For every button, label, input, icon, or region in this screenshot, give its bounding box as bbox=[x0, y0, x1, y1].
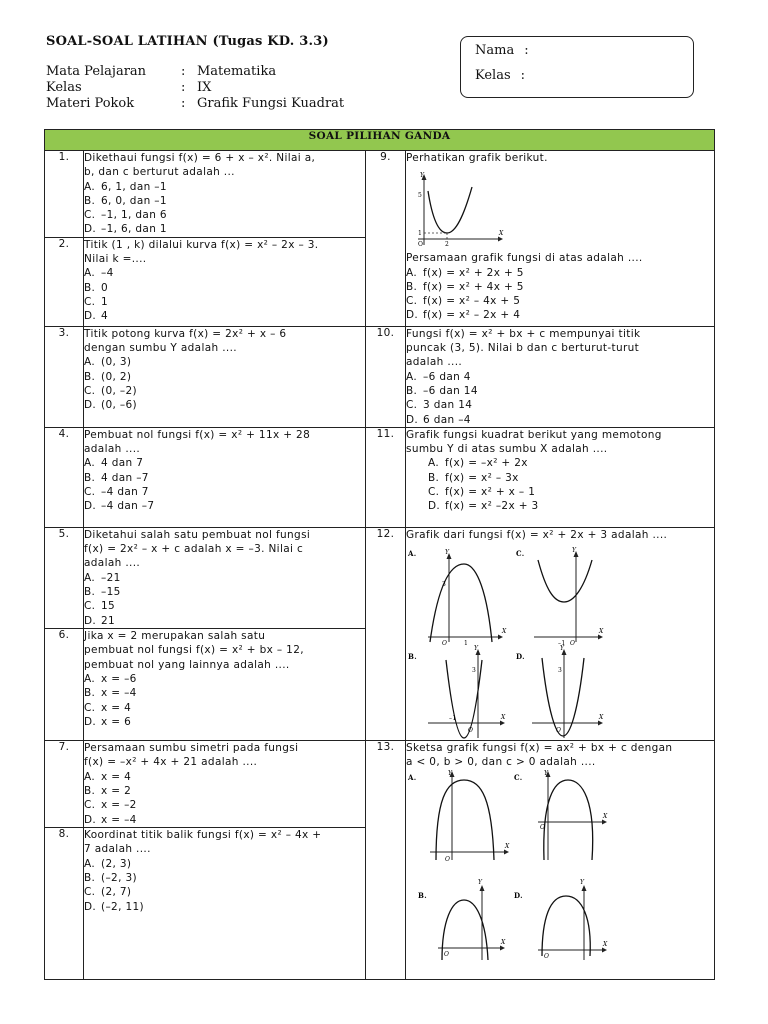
q4-option-c[interactable] bbox=[84, 485, 365, 499]
q10-option-a[interactable] bbox=[406, 370, 714, 384]
q4-body bbox=[84, 427, 366, 527]
q7-option-d[interactable] bbox=[84, 813, 365, 827]
q12-graph-c-label: C. bbox=[516, 549, 525, 559]
q13-stem-line: Sketsa grafik fungsi f(x) = ax² + bx + c dengan bbox=[406, 742, 673, 755]
q1-option-d-letter: D. bbox=[84, 223, 97, 236]
q6-option-c-text: x = 4 bbox=[101, 701, 132, 714]
q8-option-c-letter: C. bbox=[84, 886, 96, 899]
q9-option-b-letter: B. bbox=[406, 280, 418, 293]
q7-stem-line: Persamaan sumbu simetri pada fungsi bbox=[84, 742, 299, 755]
q13-graph-c[interactable] bbox=[514, 770, 608, 860]
q11-option-c[interactable] bbox=[406, 485, 714, 499]
q12-c-x-label: X bbox=[599, 628, 604, 636]
q4-option-b-letter: B. bbox=[84, 471, 96, 484]
q5-stem-line: Diketahui salah satu pembuat nol fungsi bbox=[84, 528, 311, 541]
q11-option-c-letter: C. bbox=[428, 486, 440, 499]
q1-option-b[interactable] bbox=[84, 194, 365, 208]
q5-stem-line: adalah .... bbox=[84, 557, 141, 570]
q11-option-a-text: f(x) = –x² + 2x bbox=[445, 457, 528, 470]
q8-option-a[interactable] bbox=[84, 857, 365, 871]
q11-option-a-letter: A. bbox=[428, 457, 440, 470]
q7-option-a-letter: A. bbox=[84, 770, 96, 783]
q4-option-b[interactable] bbox=[84, 471, 365, 485]
q2-option-b-letter: B. bbox=[84, 281, 96, 294]
q12-a-y-label: Y bbox=[445, 549, 450, 557]
class-id-label: Kelas bbox=[475, 68, 511, 83]
q12-b-mark-3: 3 bbox=[472, 667, 477, 675]
q10-stem-line: Fungsi f(x) = x² + bx + c mempunyai titik bbox=[406, 327, 641, 340]
q7-option-c-text: x = –2 bbox=[101, 799, 137, 812]
q12-stem-line: Grafik dari fungsi f(x) = x² + 2x + 3 adalah .... bbox=[406, 528, 668, 541]
q7-option-b-letter: B. bbox=[84, 785, 96, 798]
q6-option-d-letter: D. bbox=[84, 715, 97, 728]
q1-option-a-text: 6, 1, dan –1 bbox=[101, 180, 167, 193]
q9-option-c-text: f(x) = x² – 4x + 5 bbox=[423, 295, 521, 308]
q12-d-mark-3: 3 bbox=[558, 667, 563, 675]
q2-option-d-letter: D. bbox=[84, 310, 97, 323]
q10-option-c-text: 3 dan 14 bbox=[423, 399, 473, 412]
q3-number: 3. bbox=[45, 326, 84, 427]
q12-d-x-label: X bbox=[599, 714, 604, 722]
q13-graphs bbox=[406, 770, 611, 960]
topic-colon: : bbox=[181, 96, 186, 111]
q10-stem-line: adalah .... bbox=[406, 356, 463, 369]
q11-option-b-letter: B. bbox=[428, 471, 440, 484]
q1-option-b-letter: B. bbox=[84, 194, 96, 207]
q12-b-x-label: X bbox=[501, 714, 506, 722]
q9-body bbox=[406, 151, 715, 327]
q8-option-a-text: (2, 3) bbox=[101, 857, 132, 870]
name-colon: : bbox=[524, 43, 529, 58]
q4-stem-line: adalah .... bbox=[84, 443, 141, 456]
q10-stem-line: puncak (3, 5). Nilai b dan c berturut-turut bbox=[406, 342, 640, 355]
q1-body bbox=[84, 151, 366, 238]
q8-option-d-letter: D. bbox=[84, 900, 97, 913]
q6-option-d[interactable] bbox=[84, 715, 365, 729]
q11-option-d-text: f(x) = x² –2x + 3 bbox=[445, 500, 539, 513]
q12-a-x-label: X bbox=[502, 628, 507, 636]
q6-number: 6. bbox=[45, 629, 84, 741]
q6-option-b[interactable] bbox=[84, 686, 365, 700]
q1-option-a-letter: A. bbox=[84, 180, 96, 193]
q8-stem-line: Koordinat titik balik fungsi f(x) = x² – 4x + bbox=[84, 829, 322, 842]
q3-option-a[interactable] bbox=[84, 355, 365, 369]
q12-graph-b[interactable] bbox=[408, 645, 506, 738]
class-row bbox=[46, 80, 344, 96]
q13-graph-c-label: C. bbox=[514, 772, 523, 782]
q13-c-x-arrow-icon bbox=[602, 819, 607, 824]
class-colon: : bbox=[181, 80, 186, 95]
q2-option-b-text: 0 bbox=[101, 281, 109, 294]
q8-option-c[interactable] bbox=[84, 885, 365, 899]
q11-stem-line: sumbu Y di atas sumbu X adalah .... bbox=[406, 443, 608, 456]
q11-option-d-letter: D. bbox=[428, 500, 441, 513]
q2-option-a-text: –4 bbox=[101, 267, 114, 280]
q5-option-a[interactable] bbox=[84, 571, 365, 585]
q11-option-b-text: f(x) = x² – 3x bbox=[445, 471, 519, 484]
q9-option-d-text: f(x) = x² – 2x + 4 bbox=[423, 309, 521, 322]
q13-number: 13. bbox=[366, 741, 406, 980]
q10-option-a-text: –6 dan 4 bbox=[423, 370, 471, 383]
q7-body bbox=[84, 741, 366, 828]
q5-option-d[interactable] bbox=[84, 614, 365, 628]
q5-option-d-text: 21 bbox=[101, 614, 116, 627]
q4-option-d-letter: D. bbox=[84, 500, 97, 513]
q12-d-x-arrow-icon bbox=[598, 721, 603, 726]
q6-option-b-text: x = –4 bbox=[101, 687, 137, 700]
q4-option-c-text: –4 dan 7 bbox=[101, 486, 149, 499]
q9-y1-label: 1 bbox=[418, 230, 423, 238]
q12-d-mark-o: O bbox=[556, 727, 562, 735]
q3-option-c-letter: C. bbox=[84, 384, 96, 397]
q3-option-c-text: (0, –2) bbox=[101, 384, 137, 397]
q8-option-c-text: (2, 7) bbox=[101, 886, 132, 899]
q13-graph-a-label: A. bbox=[408, 772, 417, 782]
q5-option-c-letter: C. bbox=[84, 600, 96, 613]
q13-c-curve bbox=[544, 780, 593, 860]
q13-d-x-arrow-icon bbox=[602, 947, 607, 952]
name-line[interactable] bbox=[475, 43, 529, 58]
q12-graph-d-label: D. bbox=[516, 652, 525, 662]
class-id-colon: : bbox=[520, 68, 526, 83]
q2-body bbox=[84, 237, 366, 326]
q5-body bbox=[84, 527, 366, 628]
q5-option-b-text: –15 bbox=[101, 586, 121, 599]
q9-origin-label: O bbox=[418, 241, 424, 249]
q11-option-a[interactable] bbox=[406, 456, 714, 470]
question-table bbox=[44, 129, 715, 980]
q7-stem-line: f(x) = –x² + 4x + 21 adalah .... bbox=[84, 756, 258, 769]
q4-option-c-letter: C. bbox=[84, 486, 96, 499]
q12-a-x-arrow-icon bbox=[498, 635, 503, 640]
q3-option-d-letter: D. bbox=[84, 399, 97, 412]
q9-option-a[interactable] bbox=[406, 266, 714, 280]
q6-option-b-letter: B. bbox=[84, 687, 96, 700]
q13-graph-b-label: B. bbox=[418, 890, 428, 900]
q6-option-c[interactable] bbox=[84, 701, 365, 715]
q12-graphs bbox=[406, 542, 606, 740]
q10-option-b[interactable] bbox=[406, 384, 714, 398]
q2-option-c[interactable] bbox=[84, 295, 365, 309]
q7-option-a[interactable] bbox=[84, 770, 365, 784]
q12-b-x-arrow-icon bbox=[500, 721, 505, 726]
q9-option-d[interactable] bbox=[406, 308, 714, 322]
q10-option-b-letter: B. bbox=[406, 384, 418, 397]
q5-option-d-letter: D. bbox=[84, 614, 97, 627]
q12-graph-c[interactable] bbox=[516, 547, 604, 647]
subject-label: Mata Pelajaran bbox=[46, 64, 147, 79]
q3-option-b[interactable] bbox=[84, 370, 365, 384]
q4-stem-line: Pembuat nol fungsi f(x) = x² + 11x + 28 bbox=[84, 428, 311, 441]
q13-c-x-label: X bbox=[603, 812, 608, 820]
q5-option-b-letter: B. bbox=[84, 586, 96, 599]
q13-c-origin-label: O bbox=[540, 823, 546, 831]
q13-body bbox=[406, 741, 715, 980]
q13-a-origin-label: O bbox=[445, 855, 451, 863]
q9-x2-label: 2 bbox=[445, 241, 450, 249]
q4-option-d-text: –4 dan –7 bbox=[101, 500, 155, 513]
q4-option-d[interactable] bbox=[84, 499, 365, 513]
q3-option-c[interactable] bbox=[84, 384, 365, 398]
q1-stem-line: Dikethaui fungsi f(x) = 6 + x – x². Nilai a, bbox=[84, 152, 316, 164]
q7-option-c[interactable] bbox=[84, 798, 365, 812]
q10-option-d-text: 6 dan –4 bbox=[423, 413, 471, 426]
q3-option-a-text: (0, 3) bbox=[101, 356, 132, 369]
q12-c-mark-neg1: –1 bbox=[558, 640, 566, 648]
class-value: IX bbox=[197, 80, 212, 95]
q4-option-a-text: 4 dan 7 bbox=[101, 457, 144, 470]
q10-body bbox=[406, 326, 715, 427]
q13-d-origin-label: O bbox=[544, 952, 550, 960]
section-title: SOAL PILIHAN GANDA bbox=[45, 130, 715, 151]
q7-option-b-text: x = 2 bbox=[101, 785, 132, 798]
q12-b-mark-neg1: –1 bbox=[449, 715, 457, 723]
q1-option-d-text: –1, 6, dan 1 bbox=[101, 223, 167, 236]
q3-option-b-letter: B. bbox=[84, 370, 96, 383]
q11-body bbox=[406, 427, 715, 527]
name-label: Nama bbox=[475, 43, 515, 58]
q1-option-a[interactable] bbox=[84, 180, 365, 194]
q8-number: 8. bbox=[45, 828, 84, 980]
q1-stem-line: b, dan c berturut adalah ... bbox=[84, 166, 235, 179]
q9-after-line: Persamaan grafik fungsi di atas adalah .... bbox=[406, 252, 643, 265]
q9-option-a-text: f(x) = x² + 2x + 5 bbox=[423, 266, 524, 279]
q12-graph-a-label: A. bbox=[408, 549, 417, 559]
q12-c-mark-o: O bbox=[570, 640, 576, 648]
q2-option-b[interactable] bbox=[84, 281, 365, 295]
q13-a-y-label: Y bbox=[448, 769, 453, 777]
q13-graph-d[interactable] bbox=[514, 879, 608, 960]
q10-option-d-letter: D. bbox=[406, 413, 419, 426]
q12-a-mark-o: O bbox=[442, 640, 448, 648]
q1-option-c-letter: C. bbox=[84, 209, 96, 222]
q12-number: 12. bbox=[366, 527, 406, 740]
q13-graph-b[interactable] bbox=[418, 879, 506, 960]
q9-number: 9. bbox=[366, 151, 406, 327]
q11-option-b[interactable] bbox=[406, 471, 714, 485]
q1-number: 1. bbox=[45, 151, 84, 238]
q3-option-d-text: (0, –6) bbox=[101, 399, 137, 412]
q5-option-a-letter: A. bbox=[84, 571, 96, 584]
q13-b-x-arrow-icon bbox=[500, 945, 505, 950]
q6-option-a[interactable] bbox=[84, 672, 365, 686]
q9-parabola-curve bbox=[428, 187, 472, 233]
q7-option-a-text: x = 4 bbox=[101, 770, 132, 783]
q9-option-a-letter: A. bbox=[406, 266, 418, 279]
q13-graph-d-label: D. bbox=[514, 890, 523, 900]
q13-d-curve bbox=[542, 896, 590, 956]
q9-option-c-letter: C. bbox=[406, 295, 418, 308]
topic-value: Grafik Fungsi Kuadrat bbox=[197, 96, 345, 111]
q2-option-c-text: 1 bbox=[101, 295, 109, 308]
q9-y-label: Y bbox=[420, 172, 425, 180]
q9-parabola-graph bbox=[406, 165, 506, 251]
q13-b-y-label: Y bbox=[478, 878, 483, 886]
q8-option-b-letter: B. bbox=[84, 872, 96, 885]
q2-option-a[interactable] bbox=[84, 266, 365, 280]
q6-option-a-letter: A. bbox=[84, 672, 96, 685]
q1-option-c[interactable] bbox=[84, 208, 365, 222]
q13-stem-line: a < 0, b > 0, dan c > 0 adalah .... bbox=[406, 756, 596, 769]
q3-stem-line: dengan sumbu Y adalah .... bbox=[84, 342, 237, 355]
q8-stem-line: 7 adalah .... bbox=[84, 843, 151, 856]
q9-y5-label: 5 bbox=[418, 192, 423, 200]
q12-b-y-label: Y bbox=[474, 645, 479, 653]
q4-option-a[interactable] bbox=[84, 456, 365, 470]
q6-stem-line: pembuat nol fungsi f(x) = x² + bx – 12, bbox=[84, 644, 304, 657]
q6-stem-line: pembuat nol yang lainnya adalah .... bbox=[84, 658, 290, 671]
q1-option-b-text: 6, 0, dan –1 bbox=[101, 194, 167, 207]
q10-number: 10. bbox=[366, 326, 406, 427]
q8-body bbox=[84, 828, 366, 980]
q9-x-arrow-icon bbox=[498, 237, 503, 242]
q12-b-mark-o: O bbox=[468, 727, 474, 735]
q11-option-d[interactable] bbox=[406, 499, 714, 513]
q13-graph-a[interactable] bbox=[407, 770, 510, 863]
q12-graph-b-label: B. bbox=[408, 652, 418, 662]
q13-a-x-arrow-icon bbox=[504, 849, 509, 854]
q4-number: 4. bbox=[45, 427, 84, 527]
q10-option-a-letter: A. bbox=[406, 370, 418, 383]
q5-option-c-text: 15 bbox=[101, 600, 116, 613]
q13-b-x-label: X bbox=[501, 938, 506, 946]
subject-row bbox=[46, 64, 344, 80]
q12-d-curve bbox=[542, 658, 584, 736]
q13-a-curve bbox=[436, 780, 494, 860]
q2-option-a-letter: A. bbox=[84, 267, 96, 280]
q12-body bbox=[406, 527, 715, 740]
q9-option-c[interactable] bbox=[406, 294, 714, 308]
q10-option-d[interactable] bbox=[406, 413, 714, 427]
q7-option-c-letter: C. bbox=[84, 799, 96, 812]
q2-stem-line: Titik (1 , k) dilalui kurva f(x) = x² – 2x – 3. bbox=[84, 238, 319, 251]
q2-stem-line: Nilai k =.... bbox=[84, 253, 147, 266]
q12-a-mark-1: 1 bbox=[464, 640, 469, 648]
q10-option-c[interactable] bbox=[406, 398, 714, 412]
q9-stem-line: Perhatikan grafik berikut. bbox=[406, 152, 548, 164]
q11-option-c-text: f(x) = x² + x – 1 bbox=[445, 486, 536, 499]
q12-a-curve bbox=[430, 564, 492, 642]
q4-option-a-letter: A. bbox=[84, 457, 96, 470]
q7-option-d-text: x = –4 bbox=[101, 813, 137, 826]
q3-option-a-letter: A. bbox=[84, 356, 96, 369]
q11-stem-line: Grafik fungsi kuadrat berikut yang memotong bbox=[406, 428, 662, 441]
q8-option-a-letter: A. bbox=[84, 857, 96, 870]
q9-x-label: X bbox=[499, 230, 504, 238]
q6-option-a-text: x = –6 bbox=[101, 672, 137, 685]
q2-option-d-text: 4 bbox=[101, 310, 109, 323]
q2-option-d[interactable] bbox=[84, 309, 365, 323]
q8-option-b[interactable] bbox=[84, 871, 365, 885]
subject-value: Matematika bbox=[197, 64, 277, 79]
q13-d-y-label: Y bbox=[580, 878, 585, 886]
q12-graph-d[interactable] bbox=[516, 645, 604, 738]
q13-c-y-label: Y bbox=[544, 769, 549, 777]
q6-body bbox=[84, 629, 366, 741]
student-identity-box bbox=[460, 36, 694, 98]
q5-option-b[interactable] bbox=[84, 585, 365, 599]
q7-option-d-letter: D. bbox=[84, 813, 97, 826]
q9-option-b[interactable] bbox=[406, 280, 714, 294]
q12-c-curve bbox=[538, 560, 592, 602]
q4-option-b-text: 4 dan –7 bbox=[101, 471, 149, 484]
q3-option-d[interactable] bbox=[84, 398, 365, 412]
q3-stem-line: Titik potong kurva f(x) = 2x² + x – 6 bbox=[84, 327, 287, 340]
q12-b-curve bbox=[446, 660, 482, 738]
q9-option-d-letter: D. bbox=[406, 309, 419, 322]
q3-option-b-text: (0, 2) bbox=[101, 370, 132, 383]
q5-stem-line: f(x) = 2x² – x + c adalah x = –3. Nilai c bbox=[84, 543, 304, 556]
q13-d-x-label: X bbox=[603, 940, 608, 948]
q11-number: 11. bbox=[366, 427, 406, 527]
q12-c-x-arrow-icon bbox=[598, 635, 603, 640]
q6-option-c-letter: C. bbox=[84, 701, 96, 714]
q2-number: 2. bbox=[45, 237, 84, 326]
q7-number: 7. bbox=[45, 741, 84, 828]
q12-c-y-label: Y bbox=[572, 547, 577, 555]
topic-row bbox=[46, 96, 344, 112]
q8-option-d[interactable] bbox=[84, 900, 365, 914]
subject-info bbox=[46, 64, 344, 112]
worksheet-title: SOAL-SOAL LATIHAN (Tugas KD. 3.3) bbox=[46, 34, 329, 49]
q5-option-a-text: –21 bbox=[101, 571, 121, 584]
q8-option-d-text: (–2, 11) bbox=[101, 900, 144, 913]
class-label: Kelas bbox=[46, 80, 82, 95]
q5-number: 5. bbox=[45, 527, 84, 628]
q10-option-c-letter: C. bbox=[406, 399, 418, 412]
q5-option-c[interactable] bbox=[84, 599, 365, 613]
topic-label: Materi Pokok bbox=[46, 96, 135, 111]
q9-option-b-text: f(x) = x² + 4x + 5 bbox=[423, 280, 524, 293]
q2-option-c-letter: C. bbox=[84, 295, 96, 308]
q12-graph-a[interactable] bbox=[407, 549, 507, 647]
class-line[interactable] bbox=[475, 68, 525, 83]
q13-b-origin-label: O bbox=[444, 950, 450, 958]
q1-option-c-text: –1, 1, dan 6 bbox=[101, 209, 167, 222]
q10-option-b-text: –6 dan 14 bbox=[423, 384, 478, 397]
q1-option-d[interactable] bbox=[84, 222, 365, 236]
q6-option-d-text: x = 6 bbox=[101, 715, 132, 728]
q7-option-b[interactable] bbox=[84, 784, 365, 798]
q12-d-y-label: Y bbox=[560, 645, 565, 653]
q6-stem-line: Jika x = 2 merupakan salah satu bbox=[84, 630, 266, 643]
q8-option-b-text: (–2, 3) bbox=[101, 872, 137, 885]
q13-a-x-label: X bbox=[505, 842, 510, 850]
q3-body bbox=[84, 326, 366, 427]
subject-colon: : bbox=[181, 64, 186, 79]
q12-a-mark-3: 3 bbox=[442, 581, 447, 589]
